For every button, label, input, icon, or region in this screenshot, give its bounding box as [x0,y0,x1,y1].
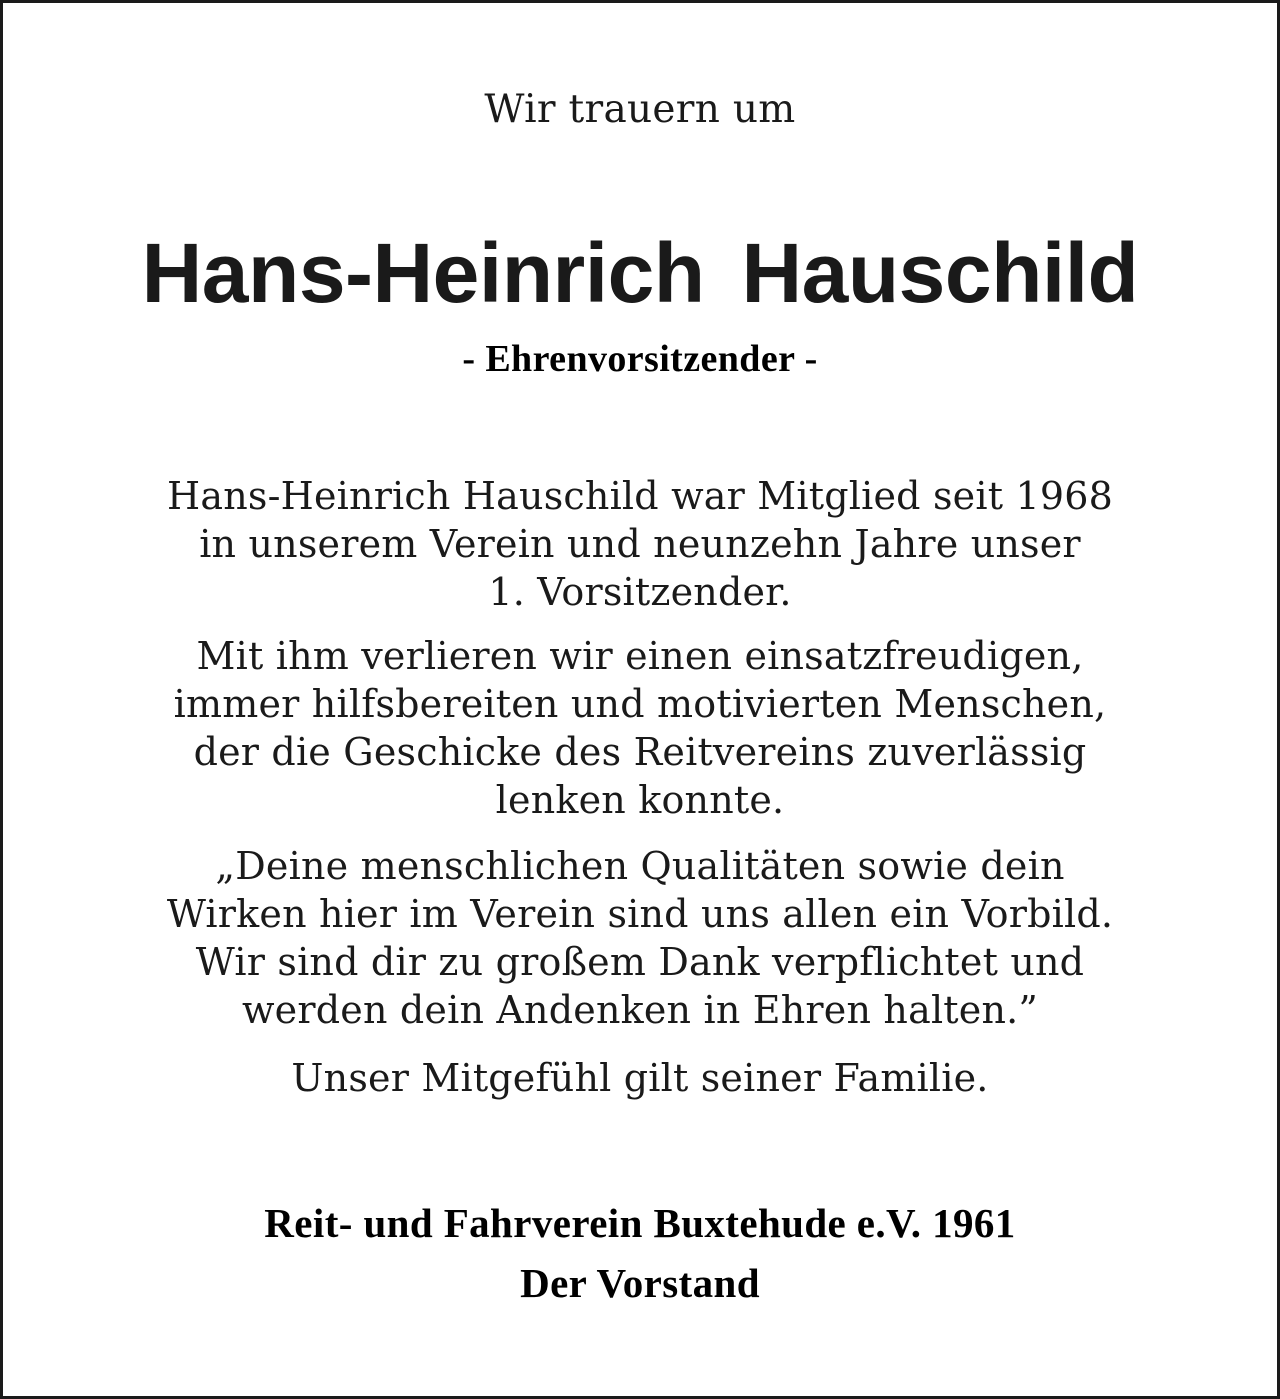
quote-line: Wirken hier im Verein sind uns allen ein Vorbild. [166,892,1114,936]
club-name: Reit- und Fahrverein Buxtehude e.V. 1961 [264,1200,1016,1246]
quote-line: „Deine menschlichen Qualitäten sowie dein [215,844,1065,888]
paragraph-line: immer hilfsbereiten und motivierten Menschen, [173,682,1107,726]
intro-text: Wir trauern um [484,87,796,132]
paragraph-line: in unserem Verein und neunzehn Jahre unser [199,522,1081,566]
tribute-paragraph [3,632,1277,824]
paragraph-line: Hans-Heinrich Hauschild war Mitglied seit 1968 [167,474,1113,518]
membership-paragraph [3,472,1277,616]
paragraph-line: der die Geschicke des Reitvereins zuverlässig [193,730,1087,774]
paragraph-line: Mit ihm verlieren wir einen einsatzfreudigen, [196,634,1084,678]
honorary-title: - Ehrenvorsitzender - [462,338,818,380]
closing-text: Unser Mitgefühl gilt seiner Familie. [291,1056,989,1100]
deceased-name: Hans-Heinrich Hauschild [141,226,1139,320]
quote-line: Wir sind dir zu großem Dank verpflichtet und [195,940,1085,984]
quote-paragraph [3,842,1277,1034]
paragraph-line: 1. Vorsitzender. [488,570,792,614]
quote-line: werden dein Andenken in Ehren halten.” [241,988,1039,1032]
condolence-line [3,1054,1277,1102]
paragraph-line: lenken konnte. [495,778,785,822]
board-signature: Der Vorstand [520,1260,760,1306]
